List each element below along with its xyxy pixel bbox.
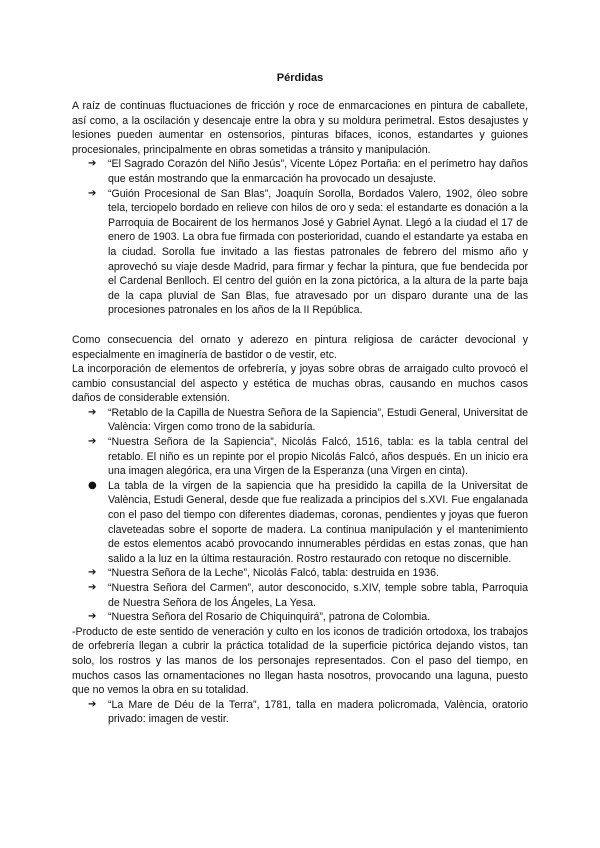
list-item-text: La tabla de la virgen de la sapiencia que ha presidido la capilla de la Universitat de València, Estudi General, desde que fue realizada a principios del s.XVI. Fue engalanada con el paso del tiempo con diferentes diademas, coronas, pendientes y joyas que fueron claveteadas sobre el soporte de madera. La continua manipulación y el mantenimiento de estos elementos acabó provocando innumerables pérdidas en estas zonas, que han salido a la luz en la última restauración. Rostro restaurado con retoque no discernible. [108, 479, 528, 565]
document-body [72, 99, 528, 727]
list-item-text: “Guión Procesional de San Blas”, Joaquín Sorolla, Bordados Valero, 1902, óleo sobre tela, terciopelo bordado en relieve con hilos de oro y seda: el estandarte es donación a la Parroquia de Bocairent de los hermanos José y Gabriel Aynat. Llegó a la ciudad el 17 de enero de 1903. La obra fue firmada con posterioridad, cuando el estandarte ya estaba en la ciudad. Sorolla fue invitado a las fiestas patronales de febrero del mismo año y aprovechó su viaje desde Madrid, para firmar y fechar la pintura, que fue bendecida por el Cardenal Benlloch. El centro del guión en la zona pictórica, a la altura de la parte baja de la capa pluvial de San Blas, fue atravesado por un disparo durante una de las procesiones patronales en los años de la II República. [108, 187, 528, 317]
arrow-icon: ➔ [88, 698, 97, 710]
list-examples-dress [72, 698, 528, 727]
arrow-icon: ➔ [88, 406, 97, 418]
list-item-text: “Nuestra Señora de la Leche”, Nicolás Falcó, tabla: destruida en 1936. [108, 567, 439, 580]
paragraph-goldsmith: La incorporación de elementos de orfebrería, y joyas sobre obras de arraigado culto provocó el cambio consustancial del aspecto y estética de muchas obras, causando en muchos casos daños de considerable extensión. [72, 363, 528, 405]
paragraph-ornament: Como consecuencia del ornato y aderezo en pintura religiosa de carácter devocional y especialmente en imaginería de bastidor o de vestir, etc. [72, 333, 528, 361]
list-item [72, 698, 528, 727]
list-item-text: “Retablo de la Capilla de Nuestra Señora de la Sapiencia”, Estudi General, Universitat de València: Virgen como trono de la sabiduría. [108, 406, 528, 434]
arrow-icon: ➔ [88, 158, 97, 170]
list-item [72, 581, 528, 610]
paragraph-icons: -Producto de este sentido de veneración y culto en los iconos de tradición ortodoxa, los trabajos de orfebrería llegan a cubrir la práctica totalidad de la superficie pictórica dejando vistos, tan solo, los rostros y las manos de los personajes representados. Con el paso del tiempo, en muchos casos las ornamentaciones no llegan hasta nosotros, provocando una laguna, puesto que no vemos la obra en su totalidad. [72, 625, 528, 697]
arrow-icon: ➔ [88, 582, 97, 593]
list-examples-frames [72, 157, 528, 318]
list-item [72, 406, 528, 435]
paragraph-intro: A raíz de continuas fluctuaciones de fricción y roce de enmarcaciones en pintura de caballete, así como, a la oscilación y desencaje entre la obra y su moldura perimetral. Estos desajustes y lesiones pueden aumentar en ostensorios, pinturas bifaces, iconos, estandartes y guiones procesionales, principalmente en obras sometidas a tránsito y manipulación. [72, 100, 528, 156]
spacer [72, 318, 528, 333]
list-examples-jewelry [72, 406, 528, 625]
list-item-text: “Nuestra Señora del Carmen”, autor desconocido, s.XIV, temple sobre tabla, Parroquia de Nuestra Señora de los Ángeles, La Yesa. [108, 582, 528, 609]
list-item-text: “Nuestra Señora de la Sapiencia”, Nicolás Falcó, 1516, tabla: es la tabla central del retablo. El niño es un repinte por el propio Nicolás Falcó, años después. En un inicio era una imagen alegórica, era una Virgen de la Esperanza (una Virgen en cinta). [108, 436, 528, 478]
list-item [72, 157, 528, 186]
list-item-text: “Nuestra Señora del Rosario de Chiquinquirá”, patrona de Colombia. [108, 611, 431, 624]
list-item [72, 187, 528, 318]
bullet-icon: ● [88, 479, 97, 491]
list-item [72, 435, 528, 479]
list-item [72, 479, 528, 567]
list-item-text: “La Mare de Déu de la Terra”, 1781, talla en madera policromada, València, oratorio privado: imagen de vestir. [108, 698, 528, 726]
arrow-icon: ➔ [88, 187, 97, 199]
list-item-text: “El Sagrado Corazón del Niño Jesús”, Vicente López Portaña: en el perímetro hay daños que están mostrando que la enmarcación ha provocado un desajuste. [108, 158, 528, 185]
list-item [72, 610, 528, 625]
arrow-icon: ➔ [88, 611, 97, 623]
arrow-icon: ➔ [88, 567, 97, 579]
page-title: Pérdidas [276, 72, 324, 84]
arrow-icon: ➔ [88, 436, 97, 448]
list-item [72, 566, 528, 581]
